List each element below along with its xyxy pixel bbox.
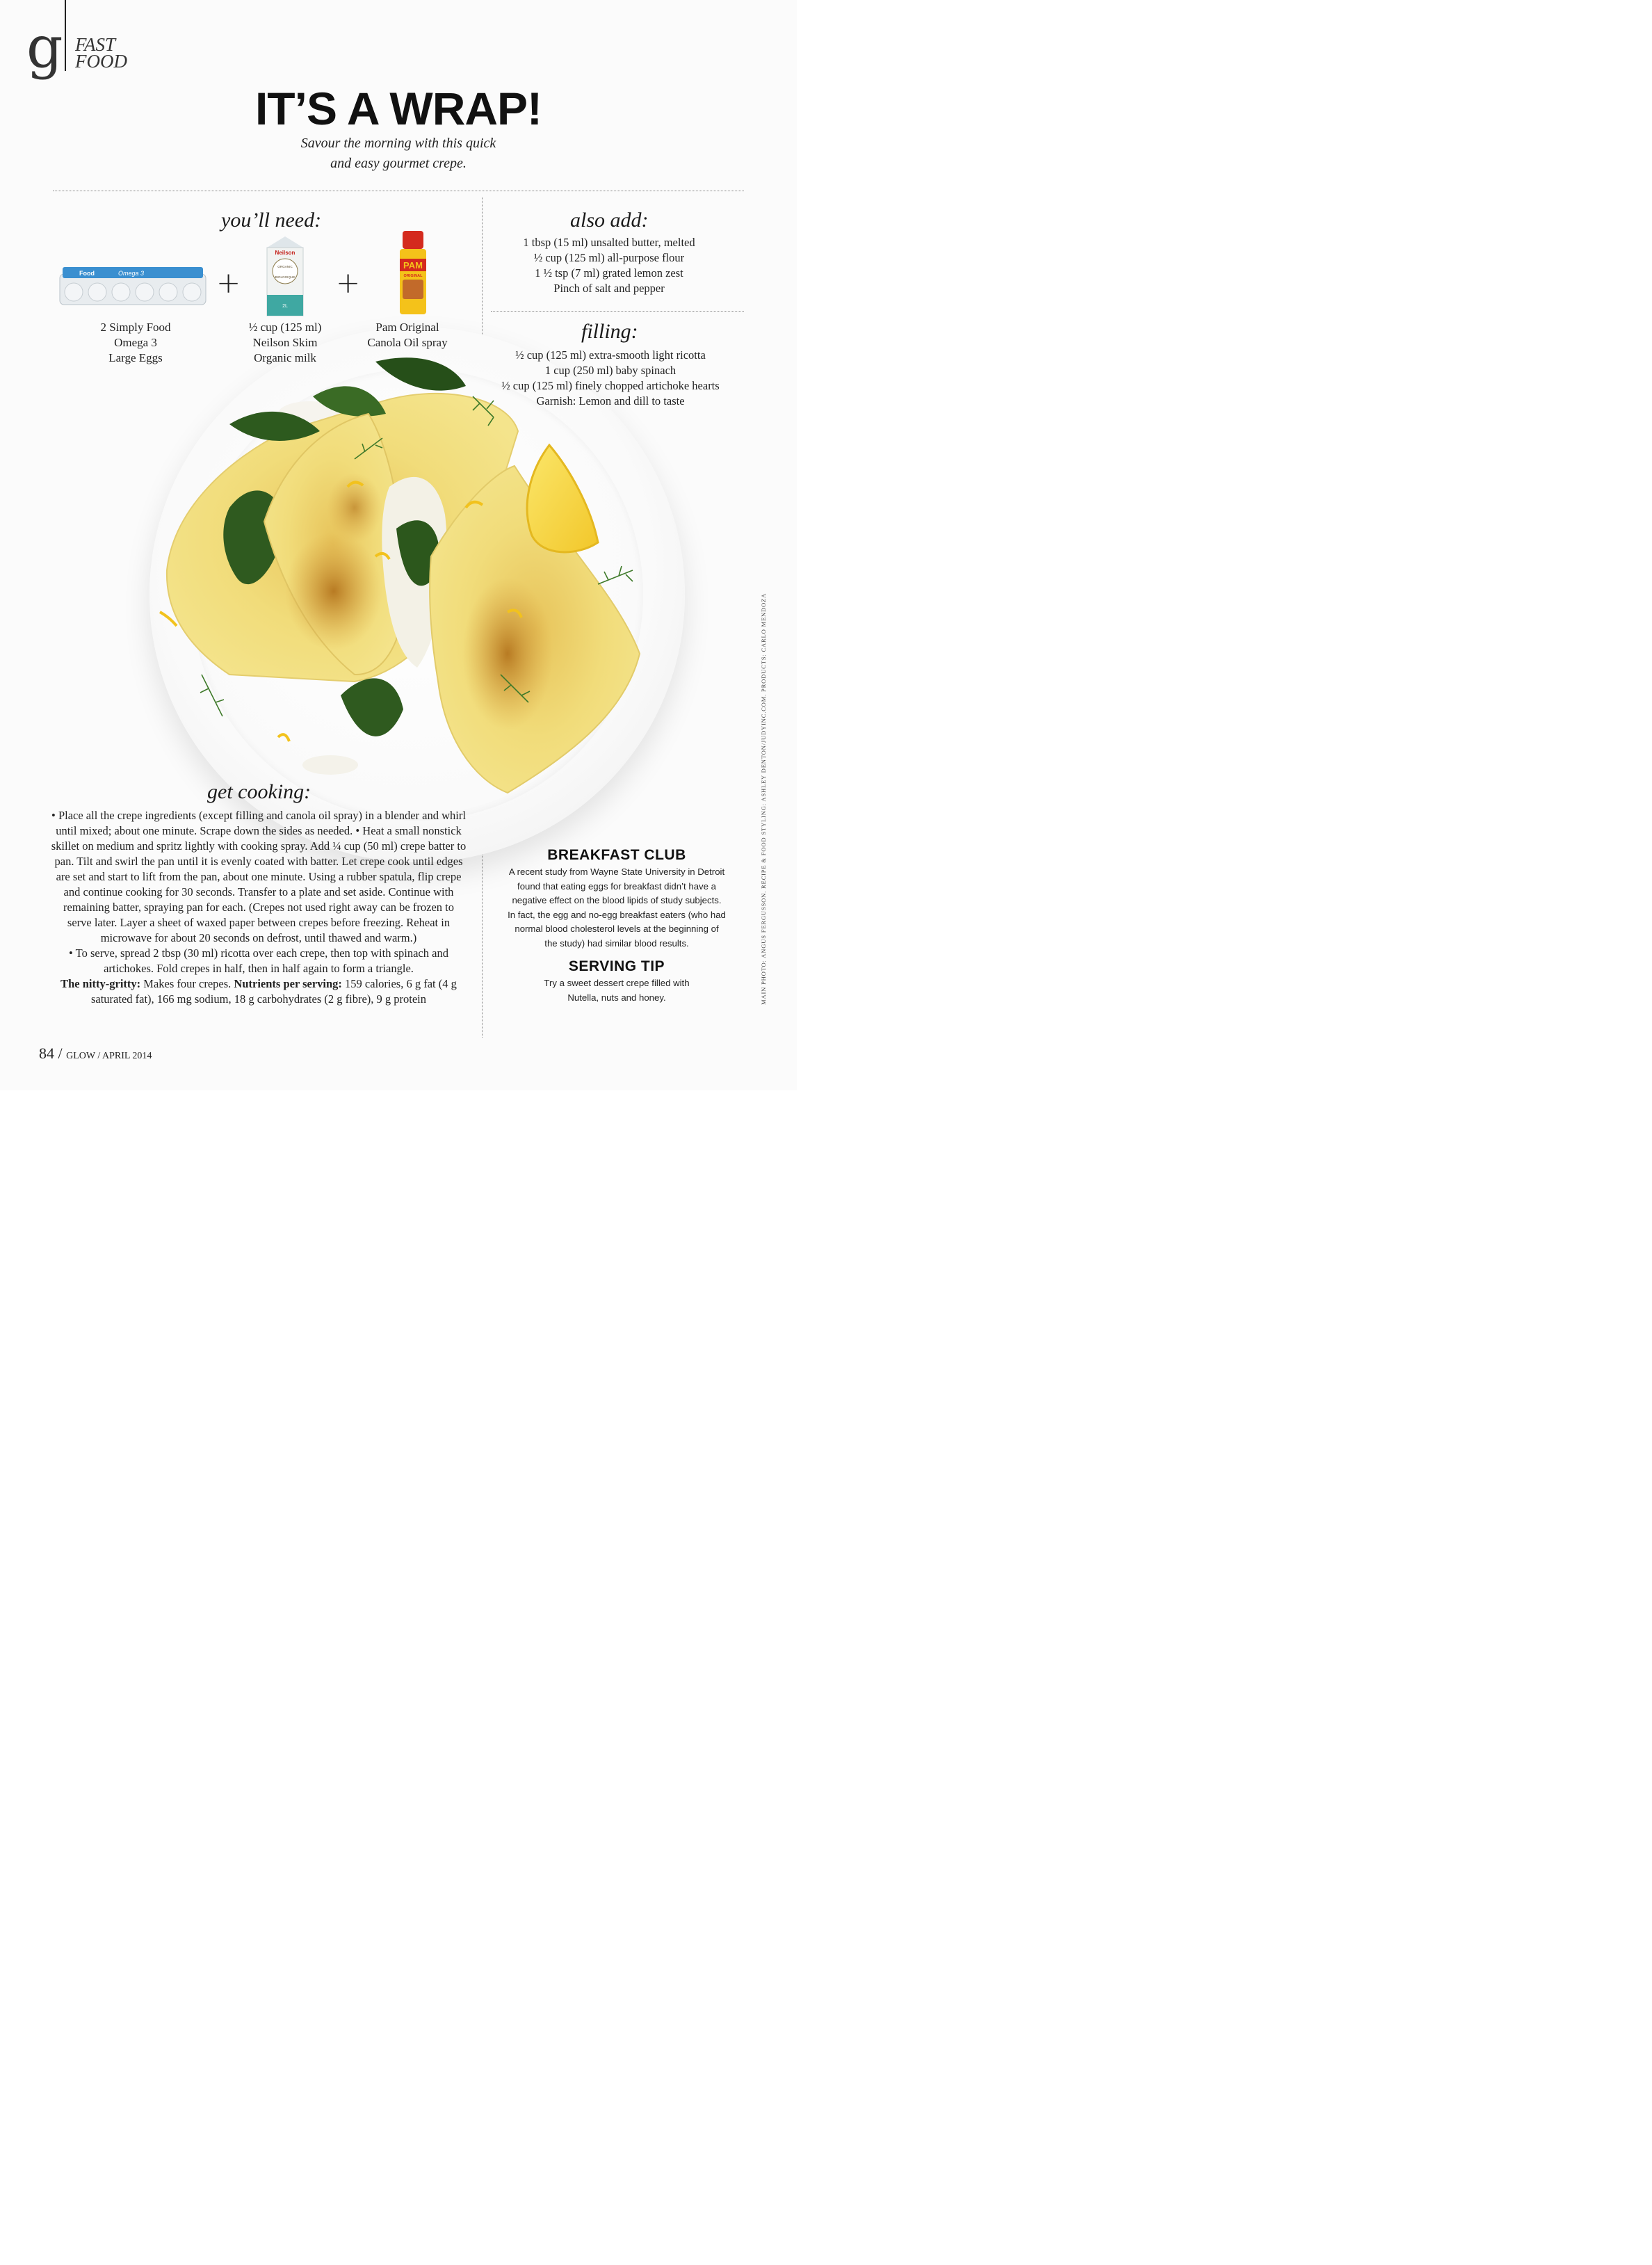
instruction-step-1: • Place all the crepe ingredients (except filling and canola oil spray) in a blender and whirl until mixed; about one minute. Scrape down the sides as needed. • Heat a small nonstick skillet on medium and spritz lightly with cooking spray. Add ¼ cup (50 ml) crepe batter to pan. Tilt and swirl the pan until it is evenly coated with batter. Let crepe cook until edges are set and start to lift from the pan, about one minute. Using a rubber spatula, flip crepe and continue cooking for 30 seconds. Transfer to a plate and set aside. Continue with remaining batter, spraying pan for each. (Crepes not used right away can be frozen to serve later. Layer a sheet of waxed paper between crepes before freezing. Reheat in microwave for about 20 seconds on defrost, until thawed and warm.) — [51, 809, 467, 944]
egg-brand-label: Food — [79, 270, 95, 277]
filling-heading: filling: — [581, 320, 638, 343]
list-item: Garnish: Lemon and dill to taste — [536, 394, 685, 408]
milk-size-label: 2L — [282, 304, 288, 309]
page-subtitle — [259, 134, 537, 174]
folio-slash: / — [58, 1045, 63, 1062]
product-milk-line2: Neilson Skim — [252, 336, 318, 349]
nitty-gritty-label: The nitty-gritty: — [60, 977, 141, 990]
breakfast-club-text: A recent study from Wayne State University in Detroit found that eating eggs for breakfast didn’t have a negative effect on the blood lipids of study subjects. In fact, the egg and no-egg breakfast eaters (who had normal blood cholesterol levels at the beginning of the study) had similar blood results. — [508, 866, 726, 949]
serving-tip-heading: SERVING TIP — [568, 958, 665, 974]
list-item: ½ cup (125 ml) all-purpose flour — [533, 251, 685, 264]
nutrients-label: Nutrients per serving: — [234, 977, 342, 990]
pam-variant-label: ORIGINAL — [403, 274, 423, 278]
milk-badge-bottom: BIOLOGIQUE — [275, 275, 295, 279]
nitty-gritty-text: Makes four crepes. — [140, 977, 234, 990]
get-cooking-heading: get cooking: — [207, 780, 311, 803]
list-item: 1 tbsp (15 ml) unsalted butter, melted — [523, 236, 695, 249]
product-label-eggs — [87, 320, 184, 366]
product-eggs-line2: Omega 3 — [114, 336, 157, 349]
milk-carton-icon — [263, 235, 307, 317]
milk-brand-label: Neilson — [275, 250, 295, 256]
sidebar-dotted-rule — [491, 311, 744, 312]
product-milk-line3: Organic milk — [254, 351, 316, 364]
page-number: 84 — [39, 1045, 54, 1062]
magazine-page — [0, 0, 797, 1090]
subtitle-line1: Savour the morning with this quick — [300, 136, 496, 151]
plus-sign-1: + — [216, 266, 241, 300]
pam-brand-label: PAM — [403, 260, 423, 271]
list-item: 1 cup (250 ml) baby spinach — [544, 364, 677, 377]
product-milk-line1: ½ cup (125 ml) — [248, 321, 322, 334]
list-item: ½ cup (125 ml) finely chopped artichoke hearts — [501, 379, 720, 392]
nutrients-text: 159 calories, 6 g fat (4 g saturated fat), 166 mg sodium, 18 g carbohydrates (2 g fibre), 9 g protein — [90, 977, 457, 1006]
instruction-step-2: • To serve, spread 2 tbsp (30 ml) ricotta over each crepe, then top with spinach and artichokes. Fold crepes in half, then in half again to form a triangle. — [69, 946, 448, 975]
you-need-heading: you’ll need: — [221, 209, 322, 232]
list-item: ½ cup (125 ml) extra-smooth light ricotta — [515, 348, 706, 362]
subtitle-line2: and easy gourmet crepe. — [330, 156, 467, 171]
nutrition-info — [50, 976, 467, 1007]
list-item: Pinch of salt and pepper — [553, 282, 665, 295]
section-label-line2: FOOD — [75, 51, 127, 72]
product-label-milk — [233, 320, 337, 366]
pam-spray-can-icon — [397, 231, 429, 316]
photo-credit — [760, 567, 774, 1005]
breakfast-club-heading: BREAKFAST CLUB — [547, 847, 686, 863]
page-title: IT’S A WRAP! — [254, 83, 542, 134]
product-pam-line2: Canola Oil spray — [367, 336, 448, 349]
cooking-instructions — [50, 808, 467, 1007]
list-item: 1 ½ tsp (7 ml) grated lemon zest — [535, 266, 683, 280]
plus-sign-2: + — [336, 266, 361, 300]
also-add-heading: also add: — [570, 209, 649, 232]
serving-tip-text: Try a sweet dessert crepe filled with Nutella, nuts and honey. — [544, 978, 690, 1003]
filling-list — [484, 348, 737, 409]
section-label — [75, 36, 127, 70]
egg-variant-label: Omega 3 — [118, 270, 145, 277]
product-label-pam — [355, 320, 460, 350]
product-eggs-line3: Large Eggs — [108, 351, 163, 364]
logo-divider — [65, 0, 66, 71]
crepe-plate-photo — [146, 348, 702, 821]
page-folio — [39, 1045, 152, 1063]
issue-label: GLOW / APRIL 2014 — [66, 1051, 152, 1061]
photo-credit-text: MAIN PHOTO: ANGUS FERGUSSON. RECIPE & FOOD STYLING: ASHLEY DENTON/JUDYINC.COM. PRODUCTS: CARLO MENDOZA — [760, 593, 767, 1005]
glow-logo-letter: g — [26, 15, 63, 81]
also-add-list — [491, 235, 727, 296]
egg-carton-icon — [58, 264, 207, 306]
section-label-line1: FAST — [75, 34, 116, 55]
product-eggs-line1: 2 Simply Food — [100, 321, 171, 334]
milk-badge-top: ORGANIC — [277, 265, 293, 268]
product-pam-line1: Pam Original — [375, 321, 439, 334]
